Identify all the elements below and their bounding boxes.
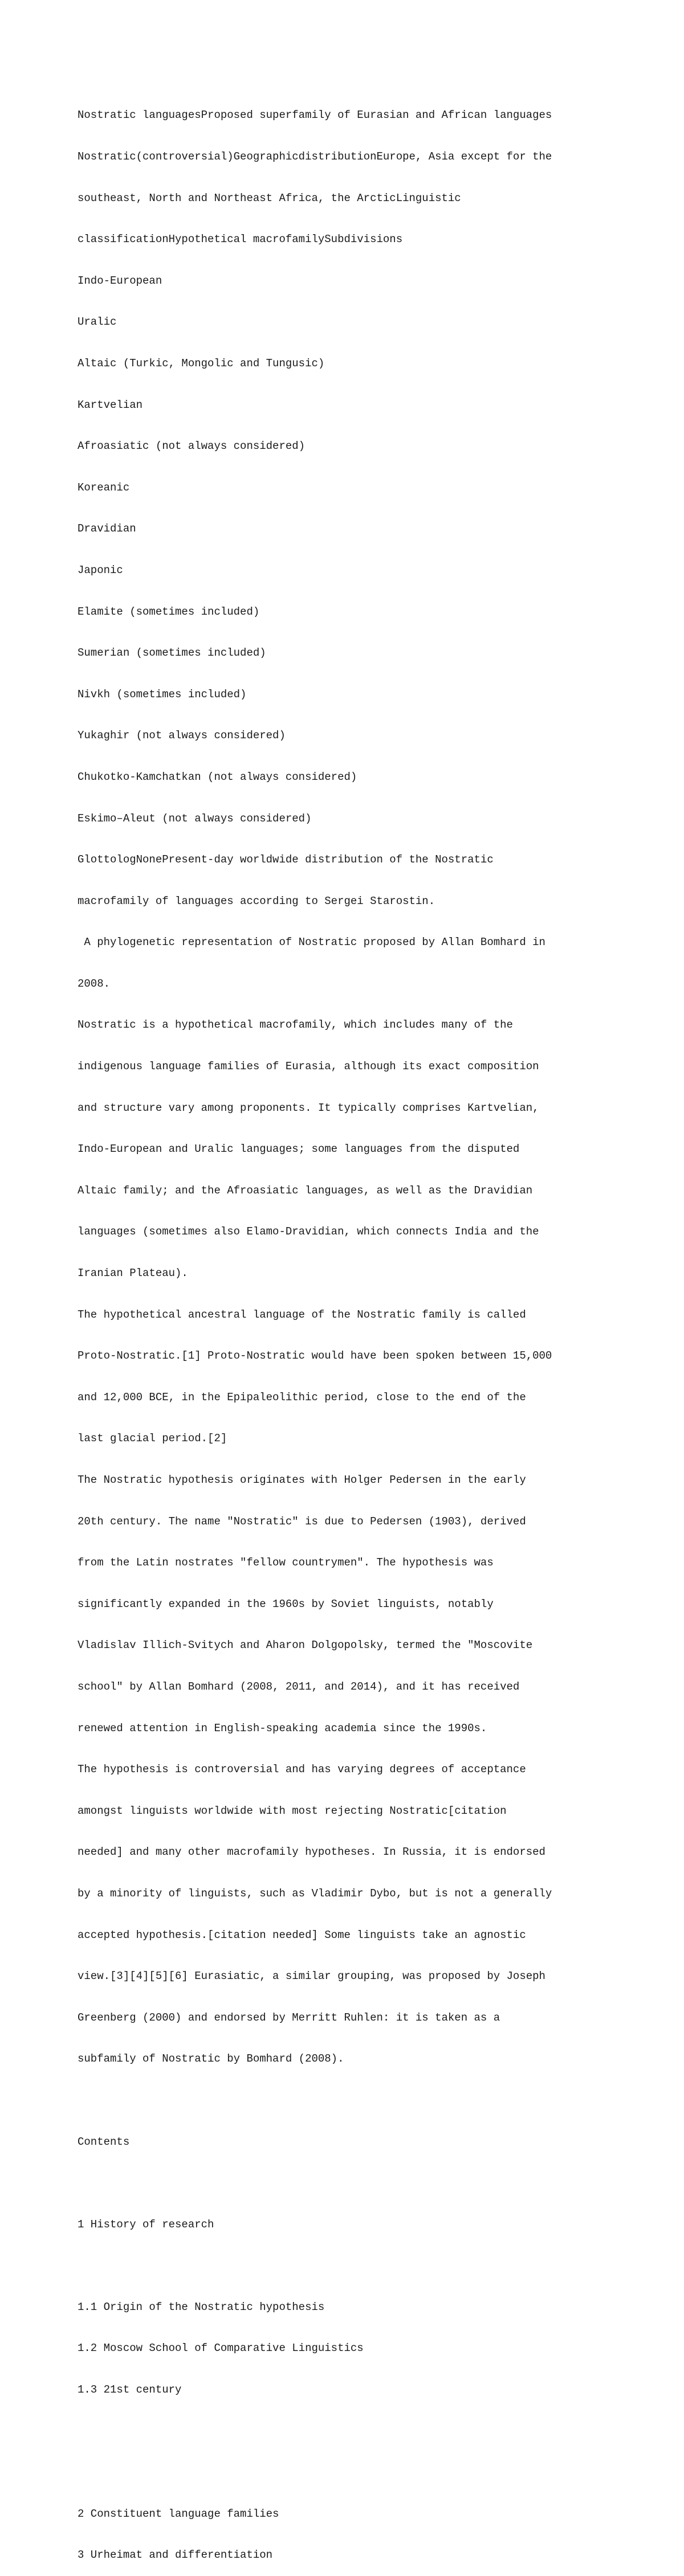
toc-item: 1.1 Origin of the Nostratic hypothesis [78, 2300, 325, 2313]
text-line: The hypothesis is controversial and has varying degrees of acceptance [78, 1763, 526, 1776]
text-line: Indo-European [78, 274, 162, 287]
text-line: last glacial period.[2] [78, 1432, 227, 1445]
text-line: Koreanic [78, 481, 130, 494]
text-line: school" by Allan Bomhard (2008, 2011, and 2014), and it has received [78, 1680, 520, 1693]
text-line: by a minority of linguists, such as Vladimir Dybo, but is not a generally [78, 1887, 552, 1900]
text-line: needed] and many other macrofamily hypotheses. In Russia, it is endorsed [78, 1846, 545, 1859]
text-line: and 12,000 BCE, in the Epipaleolithic period, close to the end of the [78, 1391, 526, 1404]
text-line: A phylogenetic representation of Nostratic proposed by Allan Bomhard in [78, 936, 545, 949]
text-line: The hypothetical ancestral language of the Nostratic family is called [78, 1308, 526, 1321]
text-line: significantly expanded in the 1960s by Soviet linguists, notably [78, 1597, 494, 1610]
text-line: Nivkh (sometimes included) [78, 688, 247, 701]
text-line: accepted hypothesis.[citation needed] Some linguists take an agnostic [78, 1928, 526, 1941]
toc-item: 3 Urheimat and differentiation [78, 2549, 273, 2562]
text-line: indigenous language families of Eurasia, although its exact composition [78, 1060, 539, 1073]
text-line: southeast, North and Northeast Africa, the ArcticLinguistic [78, 191, 461, 205]
text-line: Kartvelian [78, 398, 143, 411]
toc-item: 1.2 Moscow School of Comparative Linguistics [78, 2342, 364, 2355]
text-line: Dravidian [78, 522, 136, 535]
text-line: and structure vary among proponents. It typically comprises Kartvelian, [78, 1101, 539, 1114]
text-line: Nostratic(controversial)GeographicdistributionEurope, Asia except for the [78, 150, 552, 163]
text-line: subfamily of Nostratic by Bomhard (2008). [78, 2052, 344, 2066]
contents-heading: Contents [78, 2135, 130, 2148]
document-page [78, 81, 648, 2576]
text-line: GlottologNonePresent-day worldwide distribution of the Nostratic [78, 853, 494, 866]
toc-item: 1.3 21st century [78, 2383, 182, 2397]
text-line: macrofamily of languages according to Sergei Starostin. [78, 894, 435, 907]
toc-item: 1 History of research [78, 2218, 214, 2231]
text-line: Uralic [78, 316, 117, 329]
text-line: view.[3][4][5][6] Eurasiatic, a similar grouping, was proposed by Joseph [78, 1970, 545, 1983]
text-line: Elamite (sometimes included) [78, 605, 260, 618]
text-line: from the Latin nostrates "fellow countrymen". The hypothesis was [78, 1556, 494, 1569]
text-line: 20th century. The name "Nostratic" is due to Pedersen (1903), derived [78, 1515, 526, 1528]
text-line: Japonic [78, 563, 123, 576]
text-line: Eskimo–Aleut (not always considered) [78, 812, 312, 825]
text-line [78, 2465, 648, 2479]
text-line [78, 2259, 648, 2272]
text-line [78, 2093, 648, 2107]
text-line: 2008. [78, 977, 111, 990]
text-line: Indo-European and Uralic languages; some languages from the disputed [78, 1143, 520, 1156]
text-line: The Nostratic hypothesis originates with Holger Pedersen in the early [78, 1474, 526, 1486]
text-line: Altaic (Turkic, Mongolic and Tungusic) [78, 357, 325, 370]
text-line: Afroasiatic (not always considered) [78, 440, 306, 453]
text-line: Yukaghir (not always considered) [78, 729, 286, 742]
text-line: Vladislav Illich-Svitych and Aharon Dolgopolsky, termed the "Moscovite [78, 1639, 533, 1652]
text-line: classificationHypothetical macrofamilySubdivisions [78, 233, 403, 246]
text-line: Proto-Nostratic.[1] Proto-Nostratic would have been spoken between 15,000 [78, 1350, 552, 1363]
text-line: Nostratic languagesProposed superfamily of Eurasian and African languages [78, 109, 552, 122]
text-line [78, 2176, 648, 2190]
text-line: amongst linguists worldwide with most rejecting Nostratic[citation [78, 1804, 507, 1817]
text-line: Sumerian (sometimes included) [78, 647, 266, 660]
text-line: Nostratic is a hypothetical macrofamily, which includes many of the [78, 1019, 513, 1032]
toc-item: 2 Constituent language families [78, 2507, 279, 2520]
text-line: Chukotko-Kamchatkan (not always considered) [78, 770, 357, 783]
text-line: renewed attention in English-speaking academia since the 1990s. [78, 1722, 487, 1735]
text-line: Altaic family; and the Afroasiatic languages, as well as the Dravidian [78, 1184, 533, 1197]
text-line [78, 2424, 648, 2438]
text-line: Greenberg (2000) and endorsed by Merritt Ruhlen: it is taken as a [78, 2011, 500, 2024]
text-line: languages (sometimes also Elamo-Dravidian, which connects India and the [78, 1225, 539, 1238]
text-line: Iranian Plateau). [78, 1267, 188, 1280]
